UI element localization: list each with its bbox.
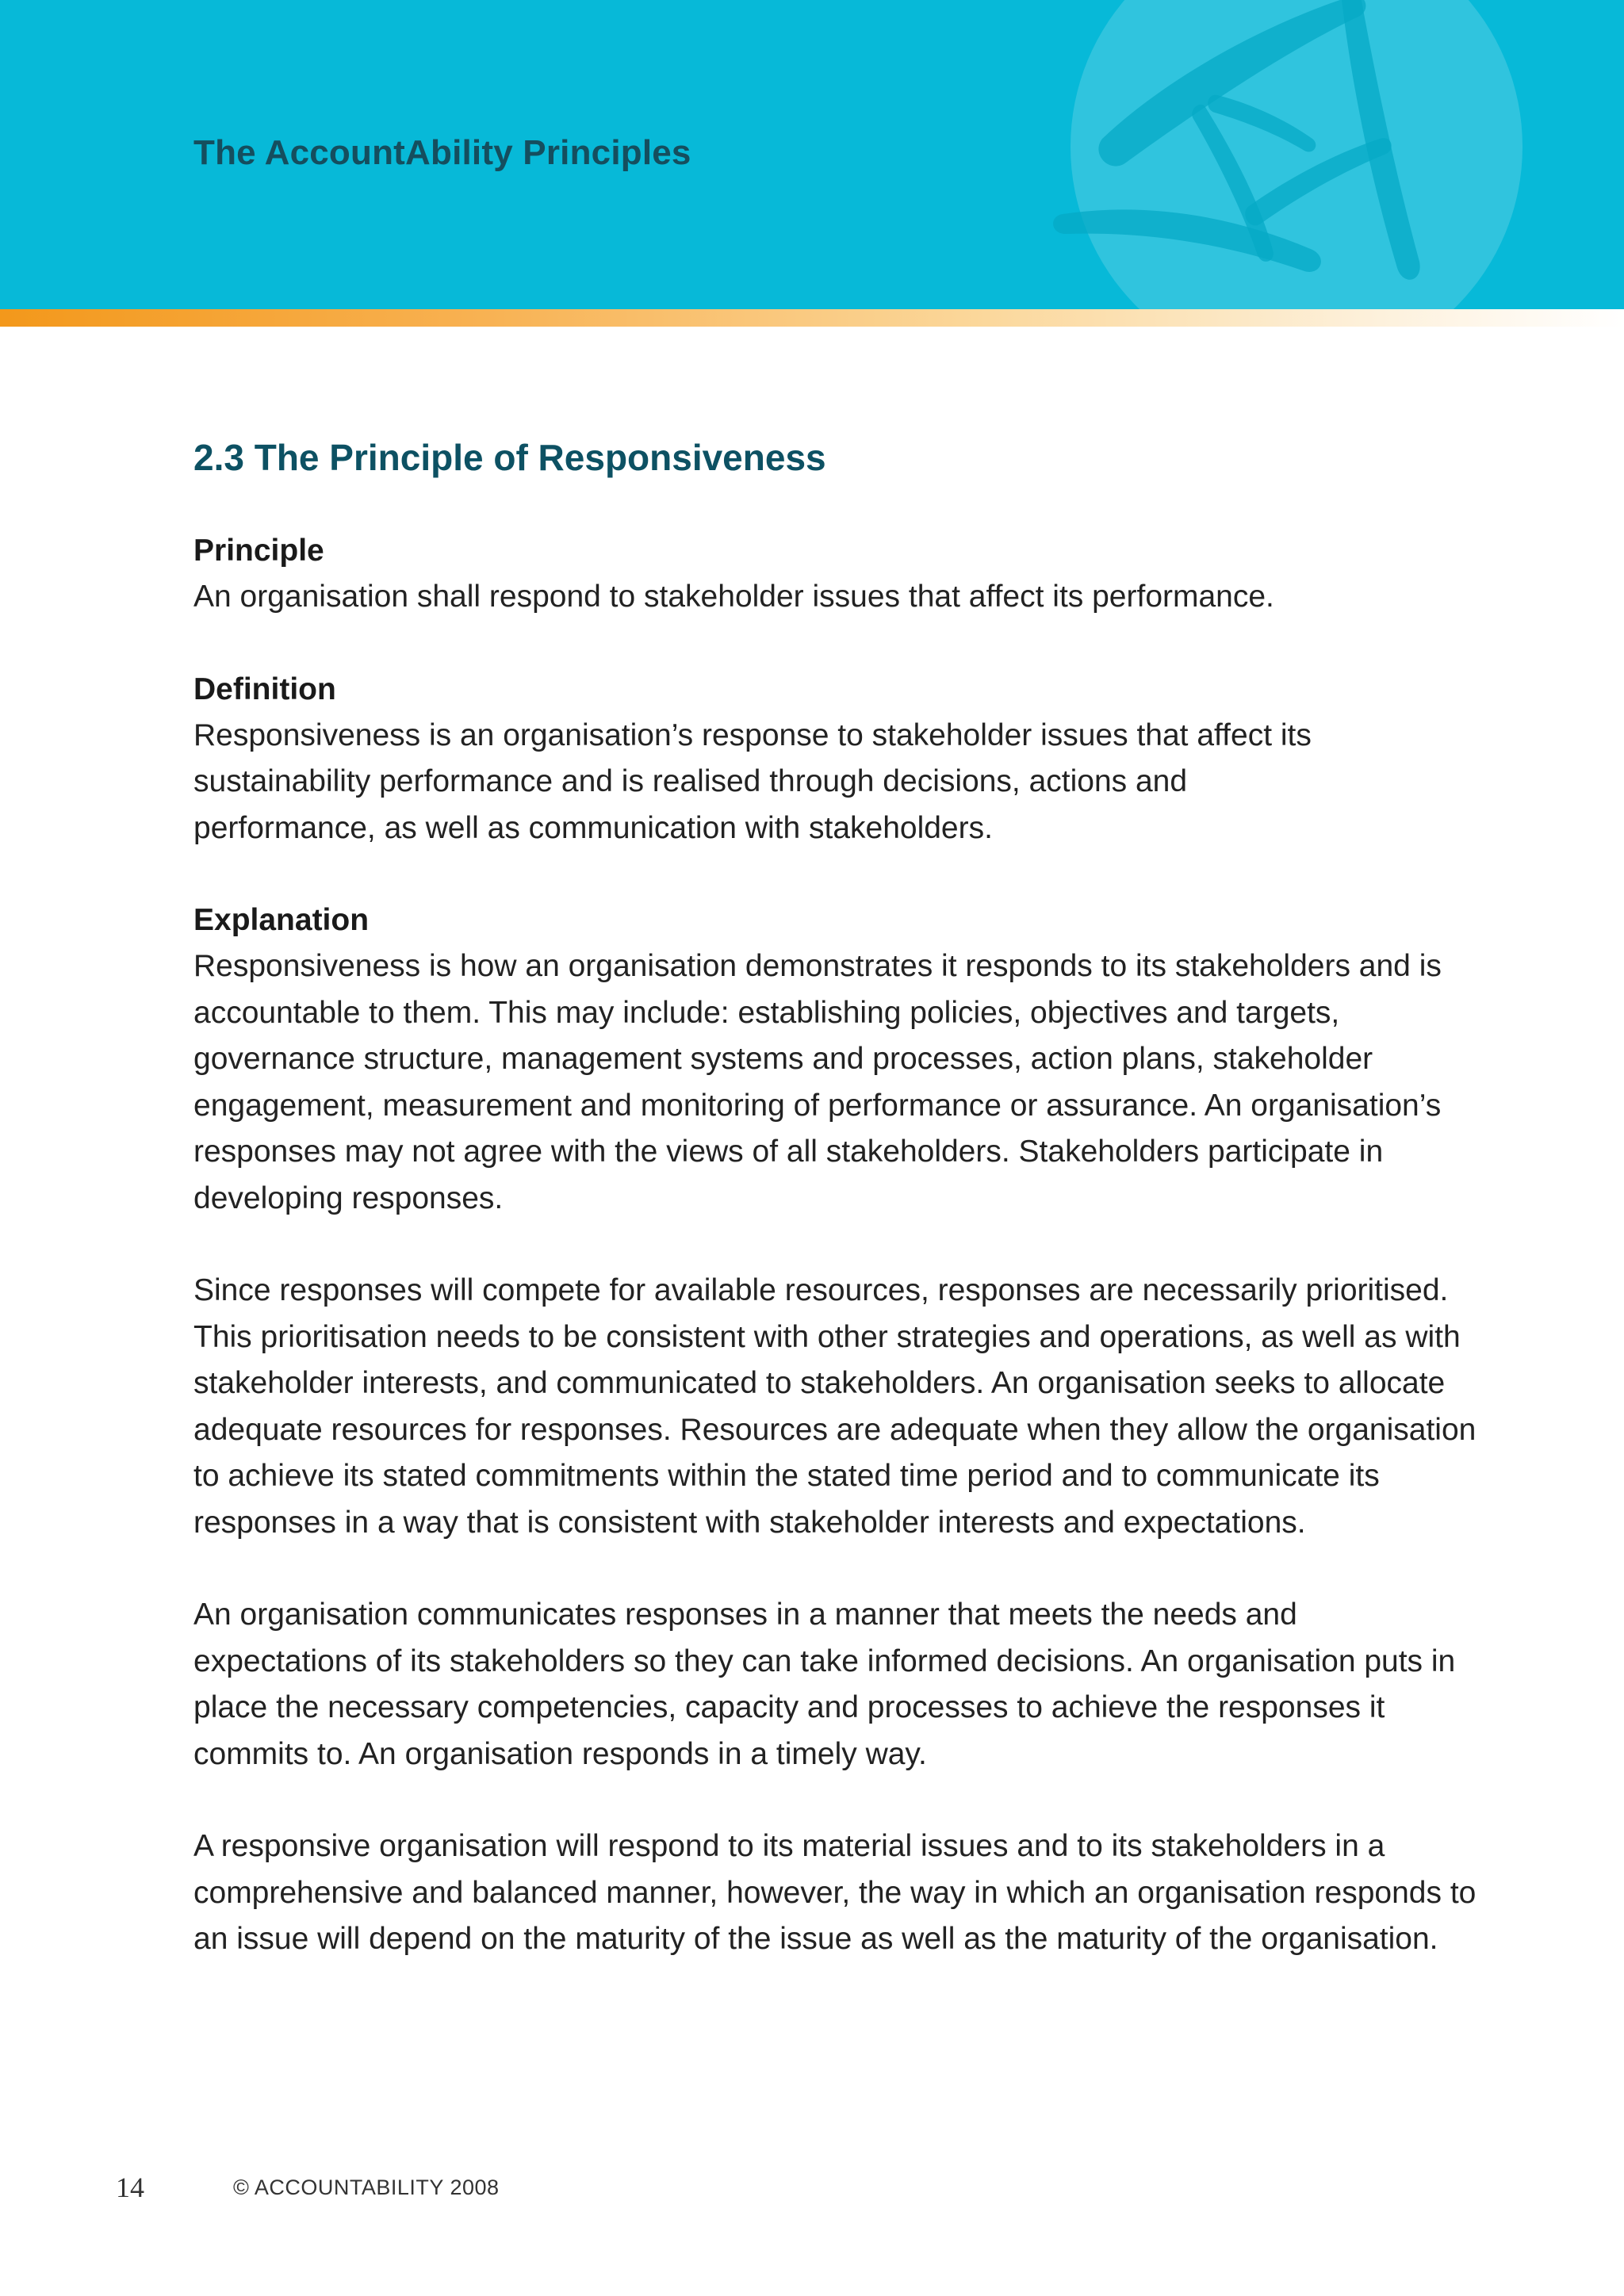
page-content [193,436,1478,2009]
definition-text: Responsiveness is an organisation’s response to stakeholder issues that affect its sustainability performance and is realised through decisions, actions and performance, as well as communication with stakeholders. [193,718,1312,845]
page-number: 14 [116,2172,144,2203]
definition-heading: Definition [193,672,336,706]
section-title: 2.3 The Principle of Responsiveness [193,437,826,478]
principle-heading: Principle [193,534,324,568]
explanation-paragraph-4: A responsive organisation will respond to its material issues and to its stakeholders in a comprehensive and balanced manner, however, the way in which an organisation responds to an issue will depend on the maturity of the issue as well as the maturity of the organisation. [193,1829,1477,1956]
principle-block [193,528,1478,621]
explanation-heading: Explanation [193,903,370,937]
explanation-block [193,897,1478,1963]
principle-text: An organisation shall respond to stakeholder issues that affect its performance. [193,580,1274,614]
header-accent-bar [0,309,1624,327]
explanation-paragraph-2: Since responses will compete for available resources, responses are necessarily prioritised. This prioritisation needs to be consistent with other strategies and operations, as well as with stakeholder interests, and communicated to stakeholders. An organisation seeks to allocate adequate resources for responses. Resources are adequate when they allow the organisation to achieve its stated commitments within the stated time period and to communicate its responses in a way that is consistent with stakeholder interests and expectations. [193,1273,1477,1540]
explanation-paragraph-3: An organisation communicates responses in a manner that meets the needs and expectations of its stakeholders so they can take informed decisions. An organisation puts in place the necessary competencies, capacity and processes to achieve the responses it commits to. An organisation responds in a timely way. [193,1598,1456,1771]
header-title: The AccountAbility Principles [193,133,691,172]
copyright-notice: © ACCOUNTABILITY 2008 [233,2175,500,2199]
definition-block [193,667,1478,852]
explanation-paragraph-1: Responsiveness is how an organisation demonstrates it responds to its stakeholders and is accountable to them. This may include: establishing policies, objectives and targets, governance structure, management systems and processes, action plans, stakeholder engagement, measurement and monitoring of performance or assurance. An organisation’s responses may not agree with the views of all stakeholders. Stakeholders participate in developing responses. [193,949,1442,1215]
page-header [0,0,1624,309]
accountability-logo-icon [1047,0,1522,309]
